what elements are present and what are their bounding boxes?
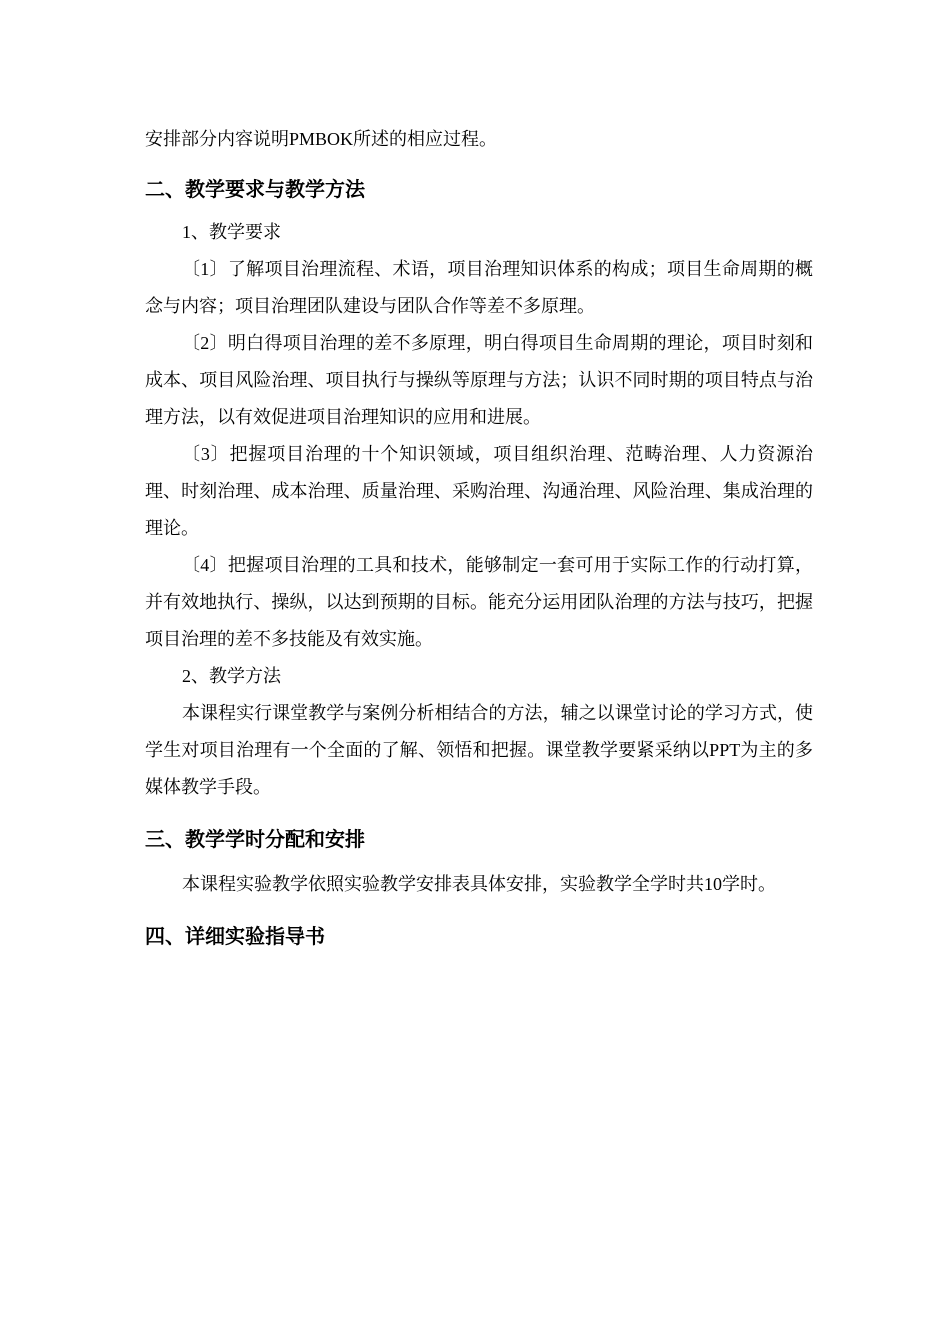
section-heading-hours-allocation: 三、教学学时分配和安排 — [145, 827, 365, 851]
requirement-item-3: 〔3〕把握项目治理的十个知识领域，项目组织治理、范畴治理、人力资源治理、时刻治理、成本治理、质量治理、采购治理、沟通治理、风险治理、集成治理的理论。 — [145, 444, 813, 538]
hours-allocation-paragraph: 本课程实验教学依照实验教学安排表具体安排，实验教学全学时共10学时。 — [182, 874, 776, 894]
section-heading-teaching-requirements: 二、教学要求与教学方法 — [145, 177, 365, 201]
requirement-item-4: 〔4〕把握项目治理的工具和技术，能够制定一套可用于实际工作的行动打算，并有效地执行、操纵，以达到预期的目标。能充分运用团队治理的方法与技巧，把握项目治理的差不多技能及有效实施。 — [145, 555, 813, 649]
requirement-item-1: 〔1〕了解项目治理流程、术语，项目治理知识体系的构成；项目生命周期的概念与内容；项目治理团队建设与团队合作等差不多原理。 — [145, 259, 813, 316]
subheading-teaching-requirements: 1、教学要求 — [182, 222, 281, 242]
document-page — [145, 120, 813, 951]
subheading-teaching-methods: 2、教学方法 — [182, 666, 281, 686]
intro-paragraph: 安排部分内容说明PMBOK所述的相应过程。 — [145, 129, 498, 149]
requirement-item-2: 〔2〕明白得项目治理的差不多原理，明白得项目生命周期的理论，项目时刻和成本、项目风险治理、项目执行与操纵等原理与方法；认识不同时期的项目特点与治理方法，以有效促进项目治理知识的应用和进展。 — [145, 333, 813, 427]
teaching-methods-paragraph: 本课程实行课堂教学与案例分析相结合的方法，辅之以课堂讨论的学习方式，使学生对项目治理有一个全面的了解、领悟和把握。课堂教学要紧采纳以PPT为主的多媒体教学手段。 — [145, 703, 813, 797]
section-heading-lab-guide: 四、详细实验指导书 — [145, 924, 325, 948]
